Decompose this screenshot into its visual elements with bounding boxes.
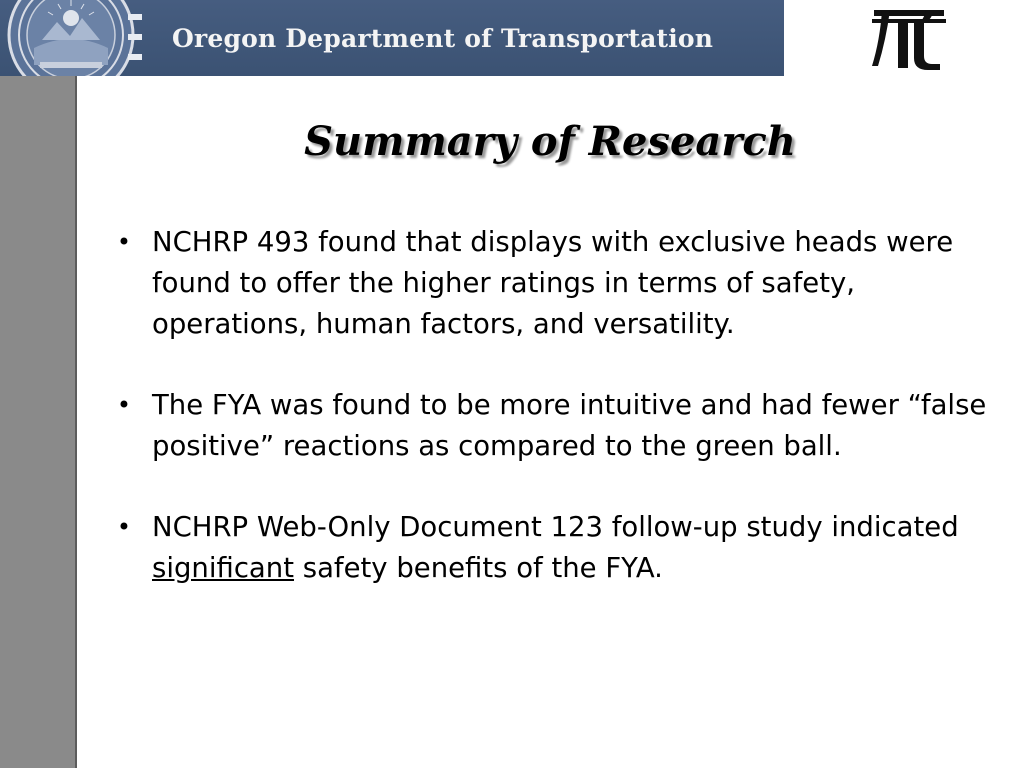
- bullet-list: [112, 222, 992, 629]
- emphasized-word: significant: [152, 552, 294, 584]
- oregon-state-seal-icon: [0, 0, 160, 76]
- header-banner: [0, 0, 784, 76]
- odot-t-logo-icon: [868, 4, 948, 72]
- bullet-text: The FYA was found to be more intuitive and had fewer “false positive” reactions as compared to the green ball.: [152, 389, 987, 462]
- bullet-item: [112, 507, 992, 589]
- bullet-dot-icon: •: [116, 513, 132, 541]
- bullet-dot-icon: •: [116, 391, 132, 419]
- agency-name: Oregon Department of Transportation: [172, 24, 714, 53]
- bullet-dot-icon: •: [116, 228, 132, 256]
- bullet-text-after: safety benefits of the FYA.: [294, 552, 663, 584]
- bullet-text-before: NCHRP Web-Only Document 123 follow-up study indicated: [152, 511, 959, 543]
- bullet-item: [112, 385, 992, 467]
- bullet-item: [112, 222, 992, 345]
- slide-title: Summary of Research: [304, 118, 796, 165]
- left-sidebar-bar: [0, 0, 77, 768]
- bullet-text: NCHRP 493 found that displays with exclusive heads were found to offer the higher ratings in terms of safety, operations, human factors, and versatility.: [152, 226, 954, 340]
